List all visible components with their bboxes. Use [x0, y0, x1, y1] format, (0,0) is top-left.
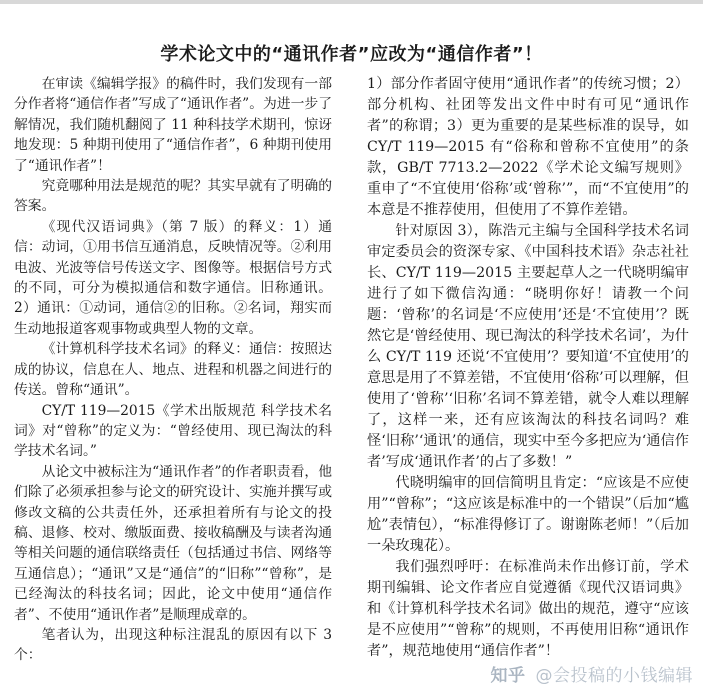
paragraph: 从论文中被标注为“通讯作者”的作者职责看，他们除了必须承担参与论文的研究设计、实施并撰写或修改文稿的公共责任外，还承担着所有与论文的投稿、退修、校对、缴版面费、接收稿酬及与读者沟通等相关问题的通信联络责任（包括通过书信、网络等互通信息）；“通讯”又是“通信”的“旧称”“曾称”，是已经淘汰的科技名词；因此，论文中使用“通信作者”、不使用“通讯作者”是顺理成章的。 — [14, 463, 332, 623]
top-divider — [0, 0, 703, 4]
paragraph: 代晓明编审的回信简明且肯定：“应该是不应使用”“曾称”；“这应该是标准中的一个错误”（后加“尴尬”表情包），“标准得修订了。谢谢陈老师！”（后加一朵玫瑰花）。 — [367, 475, 689, 554]
watermark — [491, 661, 694, 686]
paragraph: 1）部分作者固守使用“通讯作者”的传统习惯；2）部分机构、社团等发出文件中时有可见“通讯作者”的称谓；3）更为重要的是某些标准的误导，如 CY/T 119—2015 有“俗称和曾称不宜使用”的条款，GB/T 7713.2—2022《学术论文编写规则》重申了“不宜使用‘俗称’或‘曾称’”，而“不宜使用”的本意是不推荐使用，但使用了不算作差错。 — [367, 76, 689, 218]
paragraph: 我们强烈呼吁：在标准尚未作出修订前，学术期刊编辑、论文作者应自觉遵循《现代汉语词典》和《计算机科学技术名词》做出的规范，遵守“应该是不应使用”“曾称”的规则，不再使用旧称“通讯作者”，规范地使用“通信作者”！ — [367, 559, 689, 659]
paragraph: CY/T 119—2015《学术出版规范 科学技术名词》对“曾称”的定义为：“曾经使用、现已淘汰的科学技术名词。” — [14, 402, 332, 460]
zhihu-logo: 知乎 — [490, 666, 526, 686]
article-title: 学术论文中的“通讯作者”应改为“通信作者”！ — [160, 44, 543, 65]
right-column — [367, 74, 689, 662]
paragraph: 笔者认为，出现这种标注混乱的原因有以下 3 个： — [14, 626, 332, 664]
paragraph: 究竟哪种用法是规范的呢？其实早就有了明确的答案。 — [14, 178, 332, 215]
left-column — [14, 74, 332, 666]
paragraph: 《现代汉语词典》（第 7 版）的释义：1）通信：动词，①用书信互通消息，反映情况等。②利用电波、光波等信号传送文字、图像等。根据信号方式的不同，可分为模拟通信和数字通信。旧称通讯。2）通讯：①动词，通信②的旧称。②名词，翔实而生动地报道客观事物或典型人物的文章。 — [14, 218, 332, 337]
paragraph: 针对原因 3），陈浩元主编与全国科学技术名词审定委员会的资深专家、《中国科技术语》杂志社社长、CY/T 119—2015 主要起草人之一代晓明编审进行了如下微信沟通：“晓明你好！请教一个问题：‘曾称’的名词是‘不应使用’还是‘不宜使用’？既然它是‘曾经使用、现已淘汰的科学技术名词’，为什么 CY/T 119 还说‘不宜使用’？要知道‘不宜使用’的意思是用了不算差错，不宜使用‘俗称’可以理解，但使用了‘曾称’‘旧称’名词不算差错，就令人难以理解了，这样一来，还有应该淘汰的科技名词吗？难怪‘旧称’‘通讯’的通信，现实中至今多把应为‘通信作者’写成‘通讯作者’的占了多数！” — [367, 223, 689, 470]
watermark-author: @会投稿的小钱编辑 — [535, 666, 693, 686]
paragraph: 《计算机科学技术名词》的释义：通信：按照达成的协议，信息在人、地点、进程和机器之间进行的传送。曾称“通讯”。 — [14, 341, 332, 399]
paragraph: 在审读《编辑学报》的稿件时，我们发现有一部分作者将“通信作者”写成了“通讯作者”。为进一步了解情况，我们随机翻阅了 11 种科技学术期刊，惊讶地发现：5 种期刊使用了“通信作者”，6 种期刊使用了“通讯作者”！ — [14, 76, 332, 174]
